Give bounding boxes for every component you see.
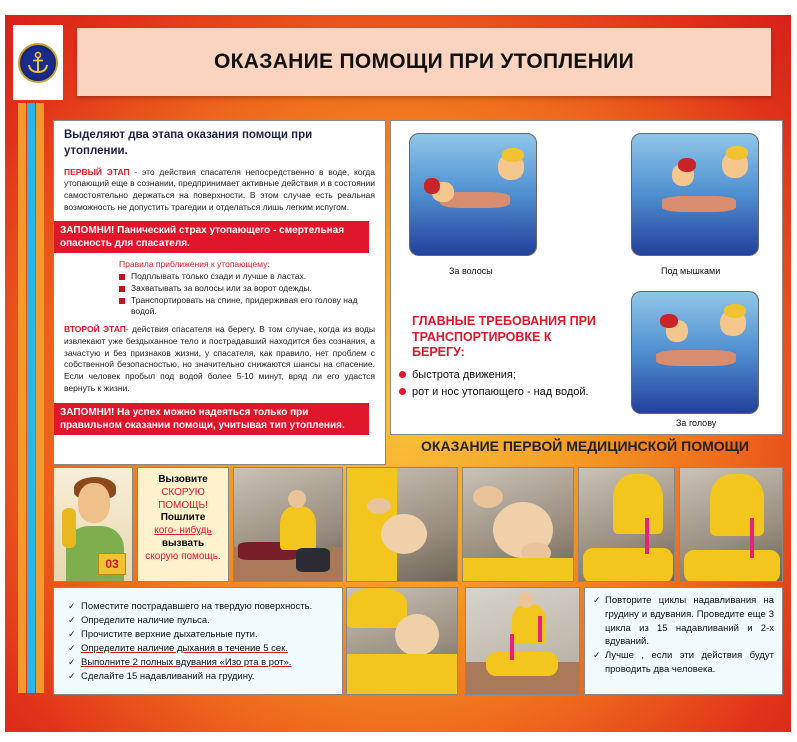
rules-title: Правила приближения к утопающему: — [119, 258, 270, 269]
list-item: Транспортировать на спине, придерживая его голову над водой. — [119, 295, 375, 318]
step-text: Прочистите верхние дыхательные пути. — [81, 628, 258, 640]
steps-list — [68, 600, 336, 684]
photo-rescue-breath — [346, 587, 458, 695]
illustration-armpit-grip — [631, 133, 759, 256]
orange-stripe-2 — [36, 103, 44, 693]
swimmer-body — [656, 350, 736, 366]
step-text: Определите наличие пульса. — [81, 614, 210, 626]
rescuer-hand — [473, 486, 503, 508]
transport-title-text: ГЛАВНЫЕ ТРЕБОВАНИЯ ПРИ ТРАНСПОРТИРОВКЕ К БЕРЕГУ: — [412, 314, 596, 360]
call-line: Вызовите — [158, 474, 208, 485]
victim-figure — [486, 652, 558, 676]
list-item: Подплывать только сзади и лучше в ластах. — [119, 271, 375, 283]
list-item — [68, 614, 336, 628]
illustration-head-grip — [631, 291, 759, 414]
transport-requirements-list — [399, 367, 589, 401]
call-line: Пошлите — [160, 512, 206, 524]
step-text: Поместите пострадавшего на твердую поверхность. — [81, 601, 313, 612]
call-line: ПОМОЩЬ! — [158, 499, 208, 511]
list-item — [68, 642, 336, 656]
victim-figure — [684, 550, 780, 582]
list-item — [68, 670, 336, 684]
dummy-shirt — [463, 558, 574, 582]
title-bar — [77, 28, 771, 96]
call-line: вызвать — [161, 537, 205, 549]
second-stage-label: ВТОРОЙ ЭТАП — [64, 324, 126, 335]
rescuer-figure — [280, 506, 316, 550]
illustration-hair-grip — [409, 133, 537, 256]
victim-shirt — [347, 654, 458, 695]
photo-check-breathing — [346, 467, 458, 582]
list-item: Захватывать за волосы или за ворот одежды. — [119, 283, 375, 295]
anchor-icon — [25, 50, 51, 76]
phone-handset-icon — [62, 508, 76, 548]
first-aid-steps — [53, 587, 343, 695]
first-aid-title: ОКАЗАНИЕ ПЕРВОЙ МЕДИЦИНСКОЙ ПОМОЩИ — [421, 438, 749, 454]
second-stage-text — [64, 324, 375, 394]
rescuer-hair — [724, 304, 746, 318]
call-ambulance-box — [137, 467, 229, 582]
photo-clear-airway — [462, 467, 574, 582]
caption-hair: За волосы — [449, 266, 493, 276]
rescuer-head — [518, 592, 534, 608]
emergency-call-photo — [53, 467, 133, 582]
list-item: быстрота движения; — [399, 367, 589, 384]
emergency-number: 03 — [98, 553, 126, 575]
list-item — [68, 628, 336, 642]
dummy-head — [381, 514, 427, 554]
photo-cpr-cycle — [465, 587, 580, 695]
call-line: скорую помощь. — [145, 550, 221, 562]
repeat-cycles-box — [584, 587, 783, 695]
orange-stripe — [18, 103, 26, 693]
approach-rules — [119, 259, 375, 319]
warning-success: ЗАПОМНИ! На успех можно надеяться только при правильном оказании помощи, учитывая тип утопления. — [54, 403, 369, 435]
rescuer-figure — [613, 474, 663, 534]
second-stage-body: - действия спасателя на берегу. В том случае, когда из воды извлекают уже бездыханное тело и пострадавший находится без сознания, а зачастую и без признаков жизни, у спасателя, как правило, нет проблем с собственной безопасностью, но значительно снижаются шансы на спасение. Если человек пробыл под водой более 5-10 минут, вряд ли его удастся вернуть к жизни. — [64, 324, 376, 393]
dummy-head — [395, 614, 439, 656]
caption-head: За голову — [676, 418, 717, 428]
emblem — [13, 25, 63, 100]
step-text: Сделайте 15 надавливаний на грудину. — [81, 670, 255, 682]
compression-arrow-icon — [538, 616, 542, 642]
victim-hair — [660, 314, 678, 328]
rescuer-head — [288, 490, 306, 508]
step-text: Определите наличие дыхания в течение 5 сек. — [81, 642, 288, 654]
list-item: рот и нос утопающего - над водой. — [399, 384, 589, 401]
breath-arrow-icon — [510, 634, 514, 660]
caption-armpit: Под мышками — [661, 266, 721, 276]
warning-panic: ЗАПОМНИ! Панический страх утопающего - смертельная опасность для спасателя. — [54, 221, 369, 253]
rescuer-hair — [726, 146, 748, 160]
rescuer-legs — [296, 548, 330, 572]
rescuer-hand — [367, 498, 391, 514]
photo-place-victim — [233, 467, 343, 582]
rules-list — [119, 271, 375, 318]
list-item — [68, 656, 336, 670]
cyan-stripe — [27, 103, 35, 693]
repeat-text: ✓ Повторите циклы надавливания на грудину и вдувания. Проведите еще 3 цикла из 15 надавливаний и 2-х вдуваний. — [593, 594, 774, 649]
stages-heading: Выделяют два этапа оказания помощи при утоплении. — [64, 129, 313, 157]
navy-anchor-emblem-icon — [18, 43, 58, 83]
two-person-text: ✓ Лучше , если эти действия будут проводить два человека. — [593, 649, 774, 677]
swimmer-body — [662, 196, 736, 212]
transport-panel — [390, 120, 783, 435]
rescuer-figure — [710, 474, 764, 536]
compression-arrow-icon — [750, 518, 754, 558]
victim-figure — [583, 548, 673, 582]
transport-requirements-title — [412, 314, 597, 361]
call-line: СКОРУЮ — [161, 486, 205, 498]
poster — [5, 15, 791, 732]
step-text: Выполните 2 полных вдувания «Изо рта в рот». — [81, 656, 292, 668]
rescuer-hair — [502, 148, 524, 162]
list-item — [68, 600, 336, 614]
first-stage-body: - это действия спасателя непосредственно в воде, когда утопающий еще в сознании, предпринимает активные действия и в состоянии самостоятельно держаться на поверхности. В этом случае есть реальная возможность не допустить трагедии и отделаться лишь легким испугом. — [64, 166, 375, 212]
photo-chest-compression-1 — [578, 467, 675, 582]
victim-hair — [678, 158, 696, 172]
compression-arrow-icon — [645, 518, 649, 554]
stages-panel — [53, 120, 386, 465]
page-title: ОКАЗАНИЕ ПОМОЩИ ПРИ УТОПЛЕНИИ — [214, 50, 634, 73]
photo-chest-compression-2 — [679, 467, 783, 582]
caller-head — [78, 483, 110, 523]
victim-hair — [424, 178, 440, 194]
call-line: кого- нибудь — [154, 525, 212, 537]
first-stage-text — [64, 167, 375, 214]
first-stage-label: ПЕРВЫЙ ЭТАП — [64, 166, 130, 177]
